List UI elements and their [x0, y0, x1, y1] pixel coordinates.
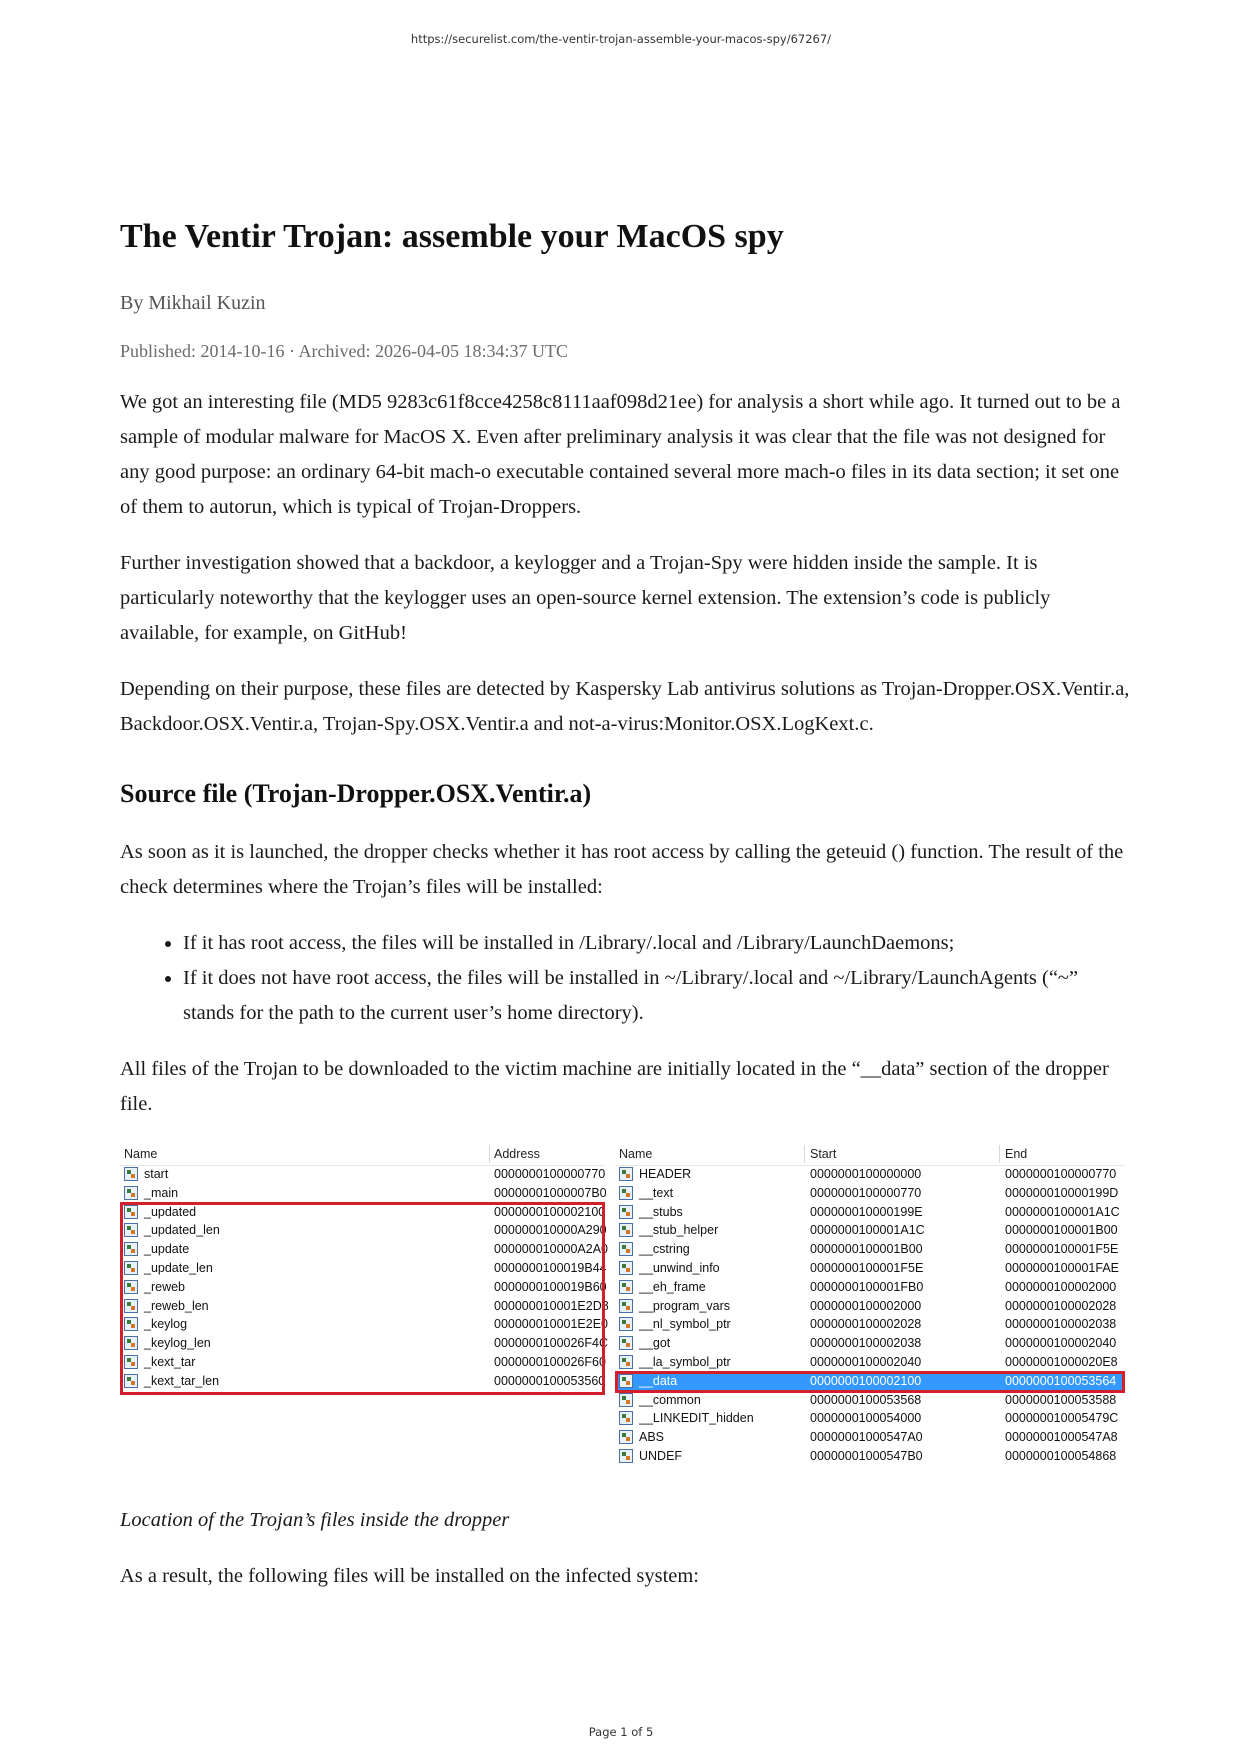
cell-value: 0000000100054000 — [810, 1411, 922, 1426]
cell-name: _kext_tar_len — [144, 1373, 220, 1388]
cell-name: _kext_tar — [144, 1354, 196, 1369]
cell-value: 0000000100026F4C — [494, 1336, 608, 1351]
symbol-icon — [619, 1205, 633, 1219]
table-row[interactable] — [615, 1335, 1125, 1354]
cell-name: _main — [144, 1185, 179, 1200]
cell-name: HEADER — [639, 1167, 692, 1181]
cell-value: 0000000100002100 — [810, 1373, 922, 1388]
cell-value: 0000000100000770 — [494, 1167, 606, 1181]
cell-value: 0000000100053560 — [494, 1373, 606, 1388]
cell-value: 000000010000199D — [1005, 1185, 1119, 1200]
table-row[interactable] — [615, 1279, 1125, 1298]
symbol-icon — [619, 1449, 633, 1463]
list-item: • If it has root access, the files will be installed in /Library/.local and /Library/LaunchDaemons; — [183, 926, 1130, 961]
list-item: • If it does not have root access, the files will be installed in ~/Library/.local and ~/Library/LaunchAgents (“~” stands for the path to the current user’s home directory). — [183, 961, 1130, 1031]
symbol-icon — [619, 1317, 633, 1331]
page-number: Page 1 of 5 — [588, 1725, 654, 1739]
cell-name: _reweb — [144, 1279, 185, 1294]
table-row[interactable] — [615, 1260, 1125, 1279]
cell-value: 0000000100000770 — [810, 1185, 922, 1200]
cell-value: 0000000100019B60 — [494, 1279, 607, 1294]
cell-value: 0000000100053564 — [1005, 1373, 1117, 1388]
cell-value: 0000000100001B00 — [1005, 1223, 1118, 1238]
cell-value: 0000000100002040 — [1005, 1336, 1117, 1351]
symbol-icon — [619, 1355, 633, 1369]
column-header-name: Name — [124, 1147, 158, 1161]
symbol-icon — [619, 1411, 633, 1425]
cell-value: 0000000100001F5E — [810, 1260, 924, 1275]
cell-value: 0000000100002040 — [810, 1354, 922, 1369]
cell-value: 0000000100002028 — [1005, 1298, 1117, 1313]
cell-name: _update — [144, 1242, 190, 1257]
symbol-icon — [619, 1242, 633, 1256]
cell-name: __stubs — [639, 1204, 683, 1219]
table-row[interactable] — [615, 1392, 1125, 1411]
cell-value: 0000000100026F60 — [494, 1354, 606, 1369]
symbol-icon — [619, 1167, 633, 1181]
cell-value: 0000000100002000 — [810, 1298, 922, 1313]
cell-value: 0000000100000770 — [1005, 1167, 1117, 1181]
symbol-icon — [619, 1393, 633, 1407]
cell-value: 0000000100001F5E — [1005, 1242, 1119, 1257]
table-row[interactable] — [120, 1185, 605, 1204]
cell-value: 0000000100001B00 — [810, 1242, 923, 1257]
cell-name: __LINKEDIT_hidden — [639, 1411, 754, 1426]
cell-value: 000000010001E2D8 — [494, 1298, 609, 1313]
highlight-box-functions — [120, 1202, 605, 1395]
symbol-icon — [619, 1280, 633, 1294]
cell-name: __nl_symbol_ptr — [639, 1317, 731, 1332]
segments-table-header — [615, 1143, 1125, 1166]
cell-name: __cstring — [639, 1242, 690, 1257]
segments-table — [615, 1143, 1125, 1473]
page-url: https://securelist.com/the-ventir-trojan-assemble-your-macos-spy/67267/ — [410, 32, 832, 46]
table-row[interactable] — [615, 1448, 1125, 1467]
column-header-end: End — [1005, 1147, 1028, 1161]
cell-value: 0000000100054868 — [1005, 1448, 1117, 1463]
table-row[interactable] — [120, 1166, 605, 1185]
cell-name: __la_symbol_ptr — [639, 1354, 731, 1369]
cell-name: __program_vars — [639, 1298, 731, 1313]
publish-meta: Published: 2014-10-16 · Archived: 2026-04-05 18:34:37 UTC — [120, 341, 568, 361]
cell-name: __common — [639, 1392, 701, 1407]
cell-value: 00000001000547A0 — [810, 1430, 923, 1445]
table-row[interactable] — [615, 1185, 1125, 1204]
paragraph-installed-files: As a result, the following files will be installed on the infected system: — [120, 1565, 700, 1587]
dropper-screenshot-figure — [120, 1143, 1125, 1473]
cell-name: __text — [639, 1185, 674, 1200]
article — [120, 215, 1130, 1615]
symbol-icon — [124, 1186, 138, 1200]
paragraph-launch: As soon as it is launched, the dropper checks whether it has root access by calling the geteuid () function. The result of the check determines where the Trojan’s files will be installed: — [120, 841, 1124, 898]
cell-name: _update_len — [144, 1260, 213, 1275]
symbol-icon — [124, 1167, 138, 1181]
cell-value: 000000010000199E — [810, 1204, 923, 1219]
table-row[interactable] — [615, 1204, 1125, 1223]
table-row[interactable] — [615, 1222, 1125, 1241]
table-row[interactable] — [615, 1241, 1125, 1260]
cell-value: 0000000100053588 — [1005, 1392, 1117, 1407]
cell-name: ABS — [639, 1430, 665, 1445]
cell-value: 0000000100053568 — [810, 1392, 922, 1407]
cell-value: 000000010000A2A0 — [494, 1242, 609, 1257]
cell-value: 0000000100002000 — [1005, 1279, 1117, 1294]
cell-value: 0000000100001A1C — [810, 1223, 925, 1238]
cell-name: __unwind_info — [639, 1260, 720, 1275]
symbol-icon — [619, 1186, 633, 1200]
cell-value: 0000000100000000 — [810, 1167, 922, 1181]
cell-value: 00000001000020E8 — [1005, 1354, 1118, 1369]
segments-table-body — [615, 1166, 1125, 1467]
paragraph-data-section: All files of the Trojan to be downloaded to the victim machine are initially located in the “__data” section of the dropper file. — [120, 1058, 1109, 1115]
cell-value: 00000001000547B0 — [810, 1448, 923, 1463]
cell-name: __stub_helper — [639, 1223, 719, 1238]
table-row[interactable] — [615, 1166, 1125, 1185]
functions-table — [120, 1143, 609, 1473]
cell-value: 00000001000547A8 — [1005, 1430, 1118, 1445]
cell-name: _reweb_len — [144, 1298, 209, 1313]
cell-value: 0000000100002100 — [494, 1204, 606, 1219]
cell-value: 0000000100002038 — [810, 1336, 922, 1351]
paragraph-investigation: Further investigation showed that a backdoor, a keylogger and a Trojan-Spy were hidden inside the sample. It is particularly noteworthy that the keylogger uses an open-source kernel extension. The extension’s code is publicly available, for example, on GitHub! — [120, 552, 1051, 644]
table-row[interactable] — [615, 1354, 1125, 1373]
byline: By Mikhail Kuzin — [120, 292, 266, 314]
column-header-start: Start — [810, 1147, 837, 1161]
column-header-address: Address — [494, 1147, 540, 1161]
symbol-icon — [619, 1430, 633, 1444]
cell-value: 0000000100019B44 — [494, 1260, 607, 1275]
section-heading: Source file (Trojan-Dropper.OSX.Ventir.a) — [120, 779, 592, 808]
symbol-icon — [619, 1261, 633, 1275]
table-row[interactable] — [615, 1429, 1125, 1448]
paragraph-detections: Depending on their purpose, these files are detected by Kaspersky Lab antivirus solutions as Trojan-Dropper.OSX.Ventir.a, Backdoor.OSX.Ventir.a, Trojan-Spy.OSX.Ventir.a and not-a-virus:Monitor.OSX.LogKext.c. — [120, 678, 1130, 735]
functions-table-header — [120, 1143, 605, 1166]
cell-name: UNDEF — [639, 1448, 683, 1463]
cell-value: 000000010001E2E0 — [494, 1317, 609, 1332]
cell-name: _keylog_len — [144, 1336, 211, 1351]
symbol-icon — [619, 1223, 633, 1237]
cell-value: 0000000100001FAE — [1005, 1260, 1119, 1275]
column-header-name: Name — [619, 1147, 653, 1161]
paragraph-intro: We got an interesting file (MD5 9283c61f8cce4258c8111aaf098d21ee) for analysis a short while ago. It turned out to be a sample of modular malware for MacOS X. Even after preliminary analysis it was clear that the file was not designed for any good purpose: an ordinary 64-bit mach-o executable contained several more mach-o files in its data section; it set one of them to autorun, which is typical of Trojan-Droppers. — [120, 391, 1121, 518]
table-row[interactable] — [615, 1316, 1125, 1335]
cell-name: __got — [639, 1336, 671, 1351]
cell-name: start — [144, 1167, 169, 1181]
table-row[interactable] — [615, 1410, 1125, 1429]
cell-name: _updated — [144, 1204, 197, 1219]
cell-value: 0000000100002038 — [1005, 1317, 1117, 1332]
cell-value: 000000010005479C — [1005, 1411, 1119, 1426]
cell-value: 0000000100001FB0 — [810, 1279, 924, 1294]
highlight-box-data-segment — [615, 1371, 1125, 1393]
cell-name: _keylog — [144, 1317, 188, 1332]
cell-name: __data — [639, 1373, 678, 1388]
cell-value: 0000000100001A1C — [1005, 1204, 1120, 1219]
symbol-icon — [619, 1336, 633, 1350]
cell-value: 00000001000007B0 — [494, 1185, 607, 1200]
figure-caption: Location of the Trojan’s files inside the dropper — [120, 1509, 510, 1531]
install-paths-list — [120, 926, 1130, 1031]
cell-value: 0000000100002028 — [810, 1317, 922, 1332]
cell-name: _updated_len — [144, 1223, 220, 1238]
cell-name: __eh_frame — [639, 1279, 706, 1294]
cell-value: 000000010000A290 — [494, 1223, 607, 1238]
symbol-icon — [619, 1299, 633, 1313]
article-title: The Ventir Trojan: assemble your MacOS spy — [120, 218, 784, 255]
table-row[interactable] — [615, 1298, 1125, 1317]
